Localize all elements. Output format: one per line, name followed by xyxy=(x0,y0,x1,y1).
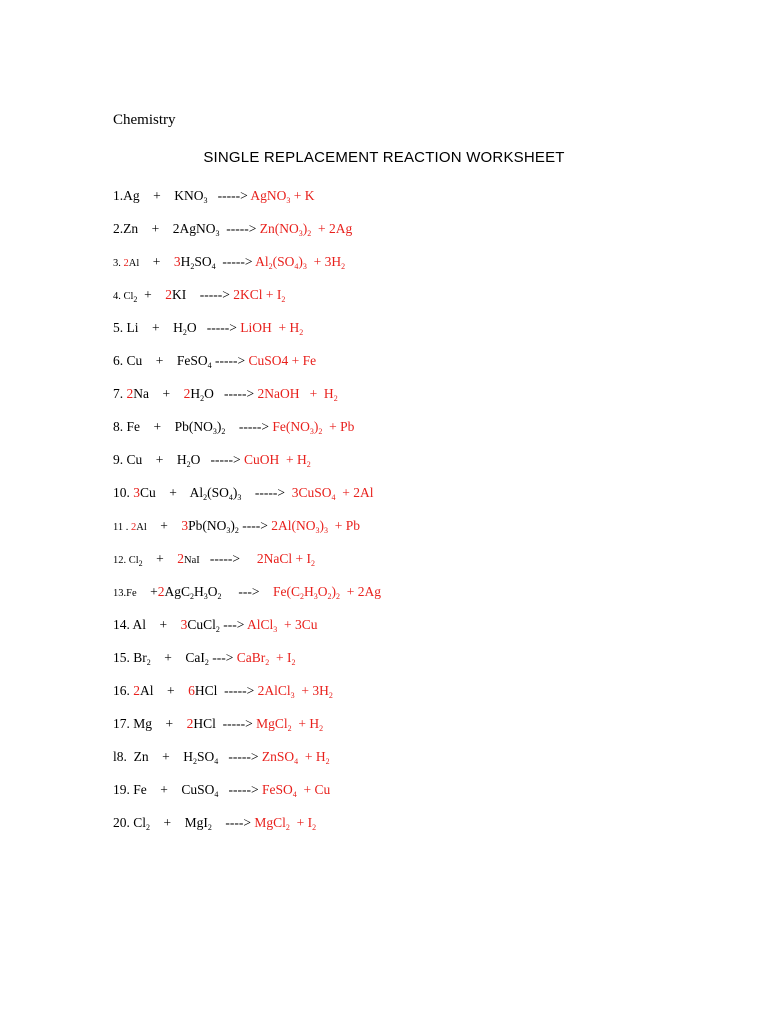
answer-text: ) xyxy=(302,221,308,236)
equation-text: 20. Cl xyxy=(113,815,147,830)
subscript: 4 xyxy=(228,493,233,502)
subscript: 2 xyxy=(268,262,273,271)
equation-line-3 xyxy=(113,252,381,285)
equation-text: -----> xyxy=(207,188,251,203)
equation-text: HCl -----> xyxy=(193,716,257,731)
equation-line-2 xyxy=(113,219,381,252)
equation-text: (SO xyxy=(207,485,229,500)
equation-text: 15. Br xyxy=(113,650,147,665)
equation-text: O -----> xyxy=(204,386,258,401)
subscript: 2 xyxy=(307,229,312,238)
answer-text: + 3H xyxy=(294,683,329,698)
answer-text: 2NaCl + I xyxy=(256,551,311,566)
subscript: 2 xyxy=(193,757,197,766)
subscript: 2 xyxy=(207,823,212,832)
subscript: 3 xyxy=(309,427,314,436)
equation-text: Cu + Al xyxy=(140,485,204,500)
equation-text: Al xyxy=(128,258,140,269)
equation-line-12 xyxy=(113,549,381,582)
equation-text: 9. Cu + H xyxy=(113,452,187,467)
answer-text: + K xyxy=(290,188,315,203)
answer-text: ) xyxy=(331,584,336,599)
equation-text: + CaI xyxy=(150,650,205,665)
subscript: 2 xyxy=(146,658,151,667)
equation-text: ---> xyxy=(208,650,237,665)
subscript: 4 xyxy=(294,757,299,766)
equation-line-7 xyxy=(113,384,381,417)
answer-text: 2 xyxy=(131,522,137,533)
answer-text: 2NaOH + H xyxy=(257,386,334,401)
subscript: 2 xyxy=(200,394,205,403)
subscript: 2 xyxy=(287,724,292,733)
answer-text: 3 xyxy=(181,518,189,533)
answer-text: ) xyxy=(319,518,324,533)
subscript: 2 xyxy=(312,823,317,832)
equation-text: Na + xyxy=(133,386,184,401)
equation-text: -----> xyxy=(219,221,260,236)
equation-text: H xyxy=(194,584,204,599)
answer-text: + 3Cu xyxy=(277,617,318,632)
subscript: 2 xyxy=(204,658,209,667)
answer-text: H xyxy=(304,584,314,599)
equation-line-8 xyxy=(113,417,381,450)
equation-text: + xyxy=(142,551,178,566)
equation-text: 2.Zn + 2AgNO xyxy=(113,221,216,236)
equation-text: 7. xyxy=(113,386,127,401)
equation-text: SO xyxy=(194,254,212,269)
subscript: 2 xyxy=(234,526,239,535)
subscript: 3 xyxy=(237,493,242,502)
subscript: 3 xyxy=(215,229,220,238)
answer-text: + 2Ag xyxy=(340,584,381,599)
equation-text: -----> xyxy=(199,551,257,566)
answer-text: 2AlCl xyxy=(257,683,291,698)
answer-text: (SO xyxy=(272,254,295,269)
answer-text: 2 xyxy=(133,683,140,698)
subscript: 2 xyxy=(291,658,296,667)
equation-text: 6. Cu + FeSO xyxy=(113,353,208,368)
subscript: 2 xyxy=(306,460,311,469)
answer-text: 3 xyxy=(173,254,181,269)
equation-text: 8. Fe + Pb(NO xyxy=(113,419,213,434)
equation-line-4 xyxy=(113,285,381,318)
equation-line-1 xyxy=(113,186,381,219)
equation-text: Pb(NO xyxy=(188,518,227,533)
answer-text: Zn(NO xyxy=(259,221,299,236)
equation-line-18 xyxy=(113,747,381,780)
subscript: 2 xyxy=(299,328,304,337)
answer-text: ) xyxy=(298,254,303,269)
subscript: 3 xyxy=(324,526,328,535)
subscript: 3 xyxy=(273,625,278,634)
answer-text: + 2Ag xyxy=(311,221,353,236)
equation-text: ) xyxy=(232,485,238,500)
subscript: 2 xyxy=(215,625,220,634)
equation-text: KI -----> xyxy=(172,287,234,302)
equation-line-20 xyxy=(113,813,381,846)
equation-text: SO xyxy=(197,749,215,764)
answer-text: + 3H xyxy=(306,254,342,269)
subscript: 2 xyxy=(133,295,138,304)
subscript: 2 xyxy=(300,592,304,601)
equation-line-11 xyxy=(113,516,381,549)
answer-text: 2 xyxy=(177,551,185,566)
subscript: 3 xyxy=(313,592,318,601)
subscript: 2 xyxy=(265,658,270,667)
answer-text: MgCl xyxy=(256,716,288,731)
equation-text: ---> xyxy=(219,617,247,632)
answer-text: Fe(C xyxy=(273,584,300,599)
answer-text: + Pb xyxy=(322,419,355,434)
equation-line-10 xyxy=(113,483,381,516)
subscript: 2 xyxy=(221,427,226,436)
answer-text: 2 xyxy=(126,386,134,401)
subscript: 2 xyxy=(327,592,332,601)
equation-text: + xyxy=(137,287,166,302)
answer-text: 3CuSO xyxy=(291,485,332,500)
equation-text: ) xyxy=(216,419,222,434)
subscript: 2 xyxy=(203,493,208,502)
subscript: 2 xyxy=(333,394,338,403)
equation-text: 16. xyxy=(113,683,134,698)
equation-text: 19. Fe + CuSO xyxy=(113,782,215,797)
equation-list xyxy=(113,186,381,846)
answer-text: 2Al(NO xyxy=(271,518,316,533)
equation-line-6 xyxy=(113,351,381,384)
subscript: 2 xyxy=(285,823,290,832)
answer-text: + Pb xyxy=(328,518,360,533)
equation-text: H xyxy=(180,254,191,269)
subscript: 4 xyxy=(207,361,212,370)
answer-text: Fe(NO xyxy=(272,419,310,434)
subscript: 2 xyxy=(325,757,330,766)
equation-text: NaI xyxy=(184,555,200,566)
subscript: 4 xyxy=(294,262,299,271)
worksheet-title: SINGLE REPLACEMENT REACTION WORKSHEET xyxy=(203,149,565,166)
equation-text: 4. Cl xyxy=(113,291,134,302)
answer-text: + 2Al xyxy=(335,485,374,500)
equation-text: -----> xyxy=(211,353,249,368)
subscript: 2 xyxy=(182,328,187,337)
answer-text: 2 xyxy=(123,258,129,269)
answer-text: 2 xyxy=(183,386,191,401)
subscript: 4 xyxy=(292,790,297,799)
equation-text: l8. Zn + H xyxy=(113,749,193,764)
subscript: 3 xyxy=(298,229,303,238)
answer-text: 2 xyxy=(186,716,194,731)
subscript: 4 xyxy=(214,757,219,766)
answer-text: 2KCl + I xyxy=(233,287,282,302)
answer-text: O xyxy=(317,584,328,599)
equation-text: 17. Mg + xyxy=(113,716,187,731)
subject-heading: Chemistry xyxy=(113,112,176,128)
equation-text: AgC xyxy=(164,584,191,599)
equation-line-16 xyxy=(113,681,381,714)
answer-text: CuSO4 + Fe xyxy=(248,353,317,368)
equation-text: Al xyxy=(136,522,147,533)
equation-text: ----> xyxy=(211,815,255,830)
answer-text: CaBr xyxy=(236,650,266,665)
answer-text: Al xyxy=(255,254,269,269)
subscript: 2 xyxy=(217,592,222,601)
equation-line-17 xyxy=(113,714,381,747)
subscript: 3 xyxy=(203,592,208,601)
answer-text: + I xyxy=(269,650,292,665)
subscript: 3 xyxy=(212,427,217,436)
answer-text: + H xyxy=(298,749,326,764)
subscript: 3 xyxy=(315,526,320,535)
answer-text: ) xyxy=(313,419,319,434)
subscript: 3 xyxy=(226,526,231,535)
answer-text: + I xyxy=(289,815,313,830)
answer-text: 3 xyxy=(180,617,188,632)
subscript: 2 xyxy=(281,295,286,304)
equation-text: O -----> xyxy=(186,320,241,335)
subscript: 2 xyxy=(186,460,191,469)
subscript: 4 xyxy=(214,790,219,799)
equation-text: Al + xyxy=(140,683,189,698)
equation-line-5 xyxy=(113,318,381,351)
equation-text: HCl -----> xyxy=(194,683,258,698)
equation-text: 13.Fe xyxy=(113,588,137,599)
equation-text: + xyxy=(146,518,182,533)
subscript: 2 xyxy=(190,592,195,601)
answer-text: FeSO xyxy=(261,782,293,797)
answer-text: AlCl xyxy=(247,617,274,632)
equation-text: -----> xyxy=(218,749,262,764)
subscript: 2 xyxy=(341,262,346,271)
equation-text: ---> xyxy=(221,584,273,599)
equation-text: O -----> xyxy=(190,452,244,467)
subscript: 2 xyxy=(146,823,151,832)
answer-text: 2 xyxy=(165,287,173,302)
answer-text: 6 xyxy=(188,683,195,698)
subscript: 3 xyxy=(290,691,295,700)
answer-text: + H xyxy=(291,716,320,731)
answer-text: LiOH + H xyxy=(240,320,300,335)
subscript: 3 xyxy=(286,196,291,205)
equation-text: O xyxy=(207,584,218,599)
equation-line-15 xyxy=(113,648,381,681)
subscript: 2 xyxy=(336,592,340,601)
subscript: 2 xyxy=(318,427,323,436)
subscript: 3 xyxy=(302,262,307,271)
equation-line-14 xyxy=(113,615,381,648)
answer-text: AgNO xyxy=(250,188,287,203)
equation-text: H xyxy=(190,386,201,401)
equation-text: + MgI xyxy=(150,815,208,830)
subscript: 2 xyxy=(328,691,333,700)
equation-text: 14. Al + xyxy=(113,617,181,632)
subscript: 2 xyxy=(190,262,195,271)
equation-text: ) xyxy=(230,518,235,533)
equation-text: + xyxy=(139,254,174,269)
equation-text: -----> xyxy=(225,419,273,434)
equation-text: ----> xyxy=(238,518,272,533)
subscript: 2 xyxy=(311,559,315,568)
equation-text: -----> xyxy=(241,485,292,500)
equation-text: 10. xyxy=(113,485,134,500)
equation-text: -----> xyxy=(215,254,256,269)
subscript: 4 xyxy=(331,493,336,502)
equation-text: + xyxy=(136,584,158,599)
answer-text: 3 xyxy=(133,485,140,500)
answer-text: ZnSO xyxy=(261,749,295,764)
equation-line-9 xyxy=(113,450,381,483)
equation-line-19 xyxy=(113,780,381,813)
equation-text: 12. Cl xyxy=(113,555,139,566)
equation-text: 11 . xyxy=(113,522,131,533)
answer-text: MgCl xyxy=(254,815,286,830)
equation-text: CuCl xyxy=(187,617,216,632)
equation-text: -----> xyxy=(218,782,262,797)
equation-line-13 xyxy=(113,582,381,615)
subscript: 2 xyxy=(319,724,324,733)
subscript: 4 xyxy=(211,262,216,271)
subscript: 2 xyxy=(138,559,143,568)
answer-text: CuOH + H xyxy=(243,452,307,467)
subscript: 3 xyxy=(203,196,208,205)
equation-text: 1.Ag + KNO xyxy=(113,188,204,203)
equation-text: 5. Li + H xyxy=(113,320,183,335)
answer-text: 2 xyxy=(157,584,165,599)
answer-text: + Cu xyxy=(296,782,331,797)
equation-text: 3. xyxy=(113,258,124,269)
